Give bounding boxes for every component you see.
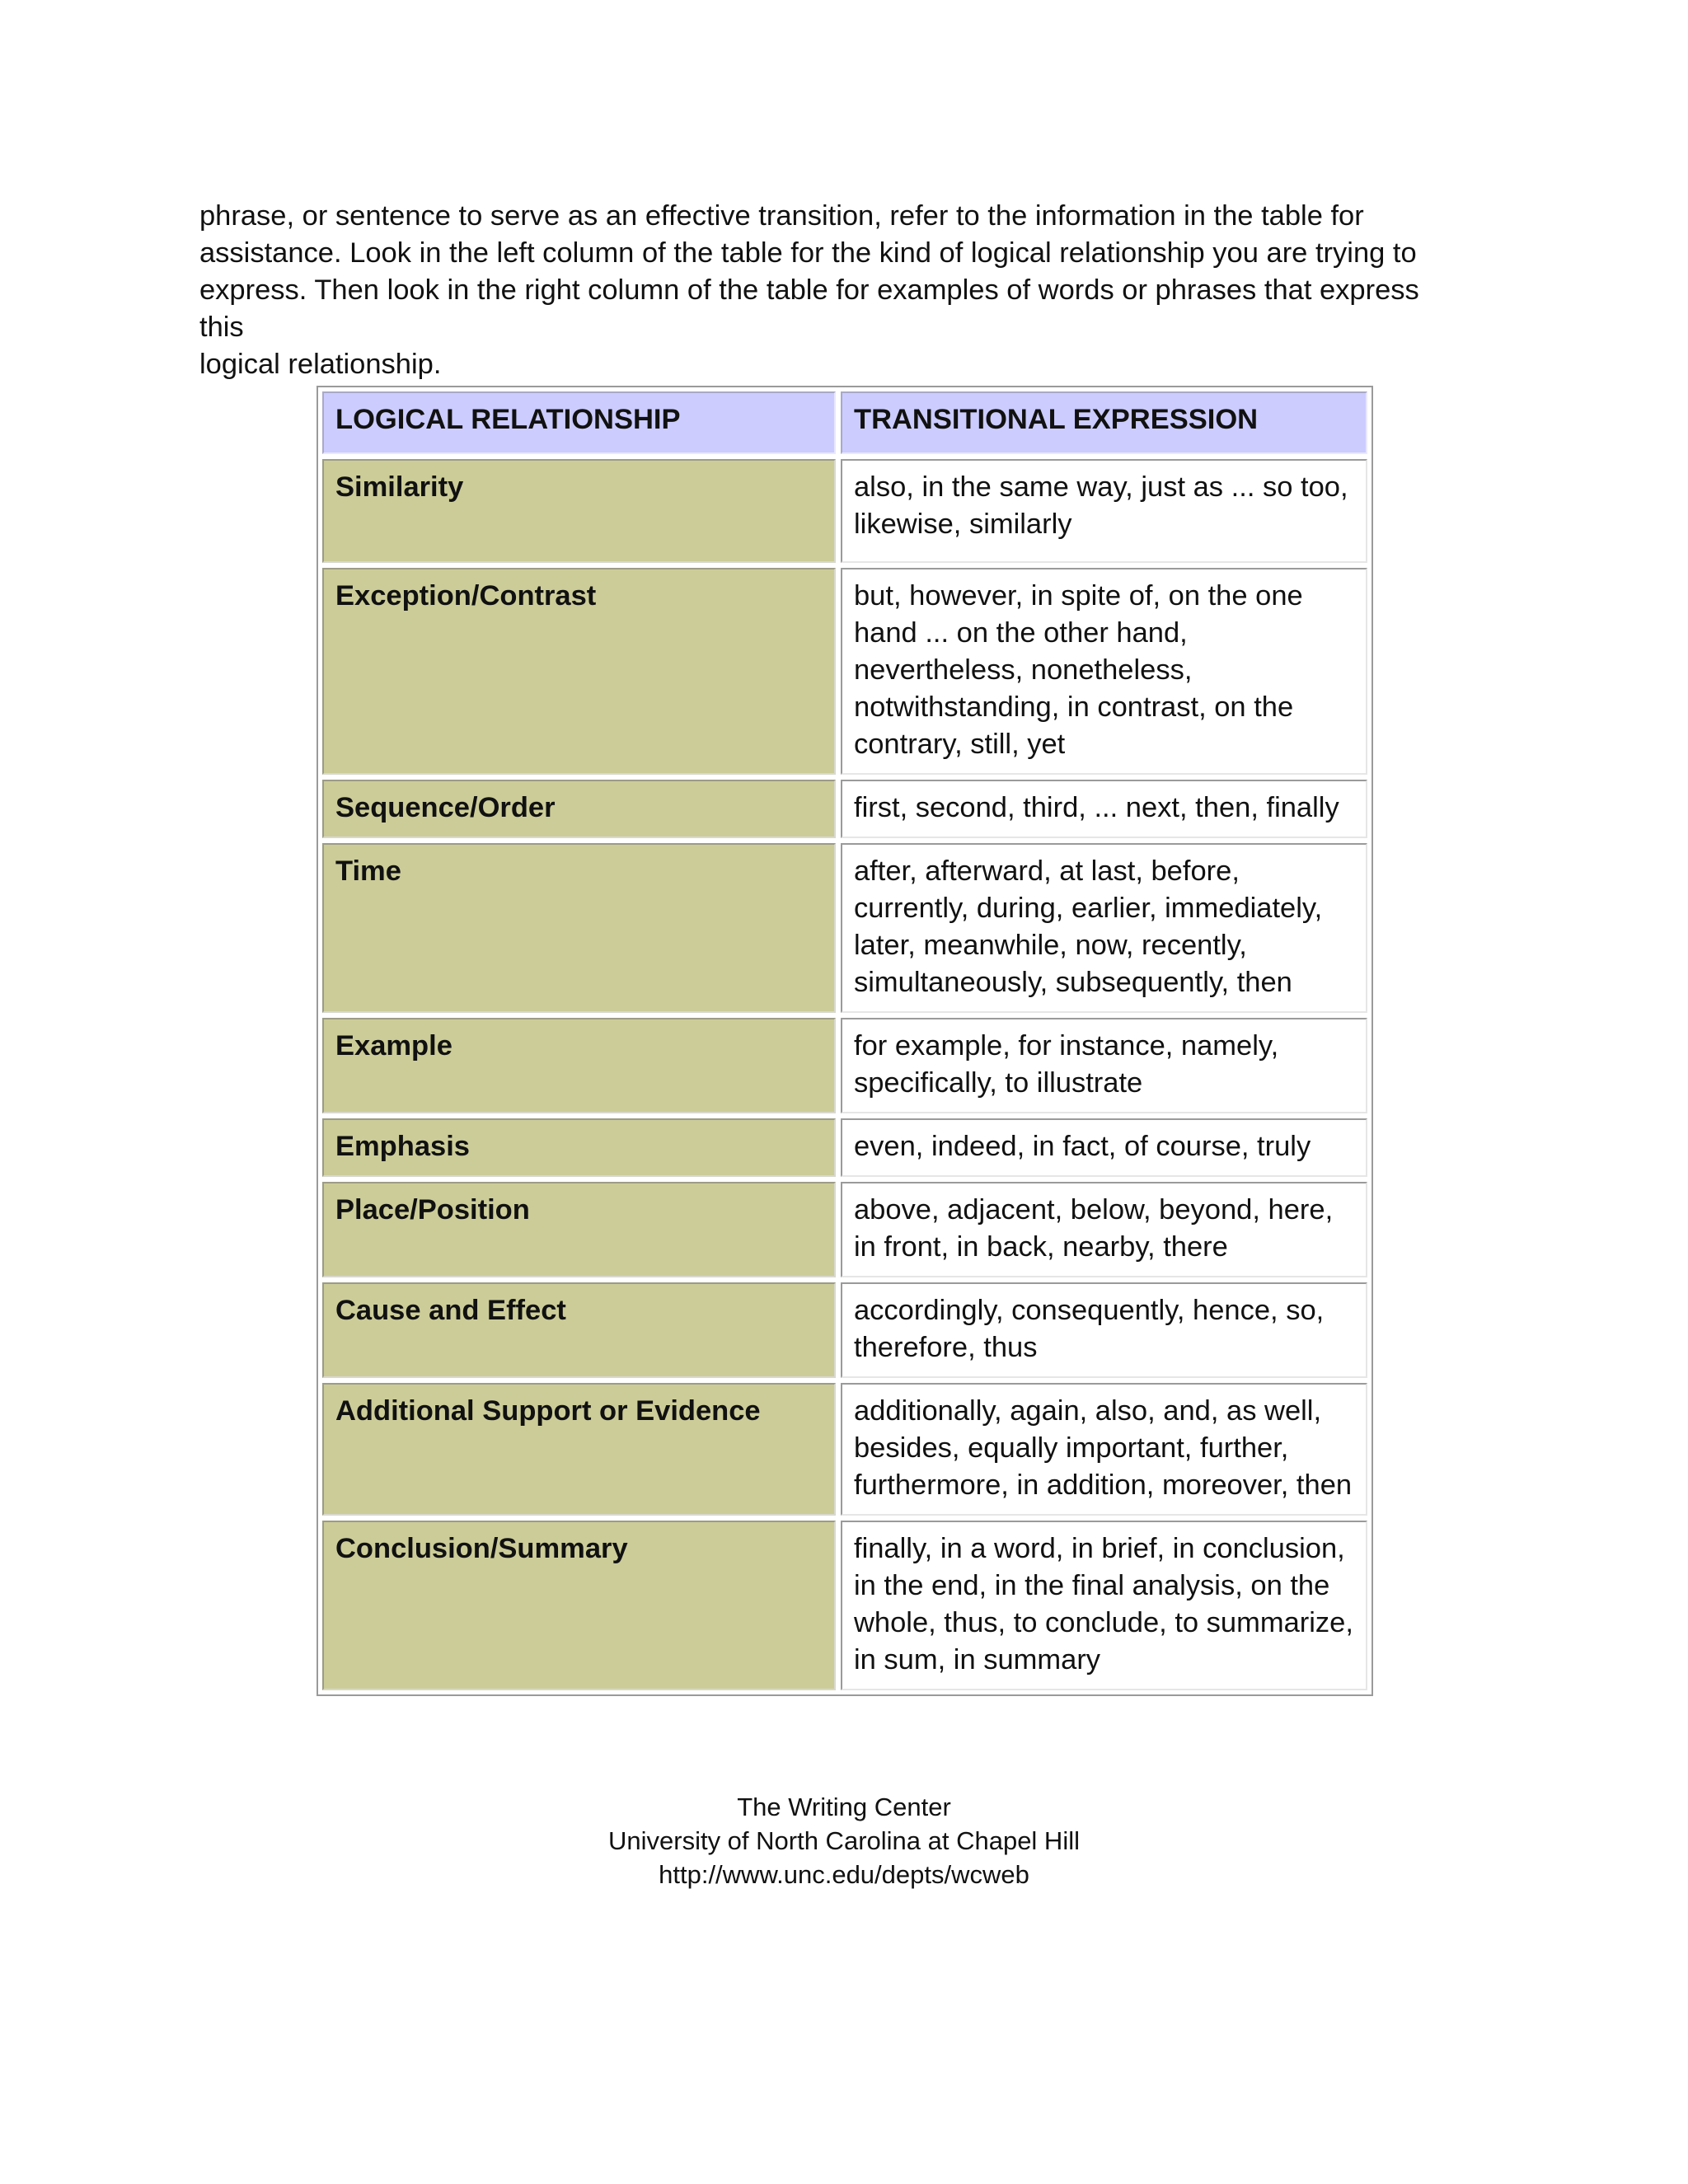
expression-cell: but, however, in spite of, on the one hand ... on the other hand, nevertheless, nonetheless, notwithstanding, in contrast, on the contrary, still, yet [841, 568, 1367, 775]
relationship-cell: Emphasis [322, 1118, 836, 1177]
transitions-table [316, 386, 1373, 1696]
expression-cell: above, adjacent, below, beyond, here, in front, in back, nearby, there [841, 1182, 1367, 1277]
expression-cell: first, second, third, ... next, then, finally [841, 780, 1367, 838]
expression-cell: for example, for instance, namely, specifically, to illustrate [841, 1018, 1367, 1113]
table-row [322, 780, 1367, 838]
expression-cell: finally, in a word, in brief, in conclusion, in the end, in the final analysis, on the whole, thus, to conclude, to summarize, in sum, in summary [841, 1521, 1367, 1690]
table-row [322, 1383, 1367, 1516]
relationship-cell: Place/Position [322, 1182, 836, 1277]
expression-cell: accordingly, consequently, hence, so, therefore, thus [841, 1282, 1367, 1378]
relationship-cell: Additional Support or Evidence [322, 1383, 836, 1516]
relationship-cell: Conclusion/Summary [322, 1521, 836, 1690]
table-row [322, 1182, 1367, 1277]
table-row [322, 459, 1367, 563]
expression-cell: after, afterward, at last, before, currently, during, earlier, immediately, later, meanwhile, now, recently, simultaneously, subsequently, then [841, 843, 1367, 1013]
table-row [322, 1282, 1367, 1378]
expression-cell: additionally, again, also, and, as well, besides, equally important, further, furthermore, in addition, moreover, then [841, 1383, 1367, 1516]
relationship-cell: Time [322, 843, 836, 1013]
footer-url: http://www.unc.edu/depts/wcweb [659, 1860, 1029, 1889]
relationship-cell: Cause and Effect [322, 1282, 836, 1378]
relationship-cell: Exception/Contrast [322, 568, 836, 775]
footer [0, 1790, 1688, 1891]
relationship-cell: Similarity [322, 459, 836, 563]
header-transitional-expression: TRANSITIONAL EXPRESSION [841, 391, 1367, 454]
footer-university: University of North Carolina at Chapel Hill [607, 1826, 1080, 1855]
transitions-table-grid [317, 387, 1372, 1695]
relationship-cell: Sequence/Order [322, 780, 836, 838]
relationship-cell: Example [322, 1018, 836, 1113]
expression-cell: also, in the same way, just as ... so too, likewise, similarly [841, 459, 1367, 563]
table-row [322, 843, 1367, 1013]
table-row [322, 1521, 1367, 1690]
table-row [322, 568, 1367, 775]
table-row [322, 1118, 1367, 1177]
footer-org-name: The Writing Center [737, 1793, 951, 1821]
table-row [322, 1018, 1367, 1113]
table-header-row [322, 391, 1367, 454]
header-logical-relationship: LOGICAL RELATIONSHIP [322, 391, 836, 454]
intro-paragraph: phrase, or sentence to serve as an effective transition, refer to the information in the table for assistance. Look in the left column of the table for the kind of logical relationship you are trying to express. Then look in the right column of the table for examples of words or phrases that express this logical relationship. [199, 200, 1419, 380]
expression-cell: even, indeed, in fact, of course, truly [841, 1118, 1367, 1177]
